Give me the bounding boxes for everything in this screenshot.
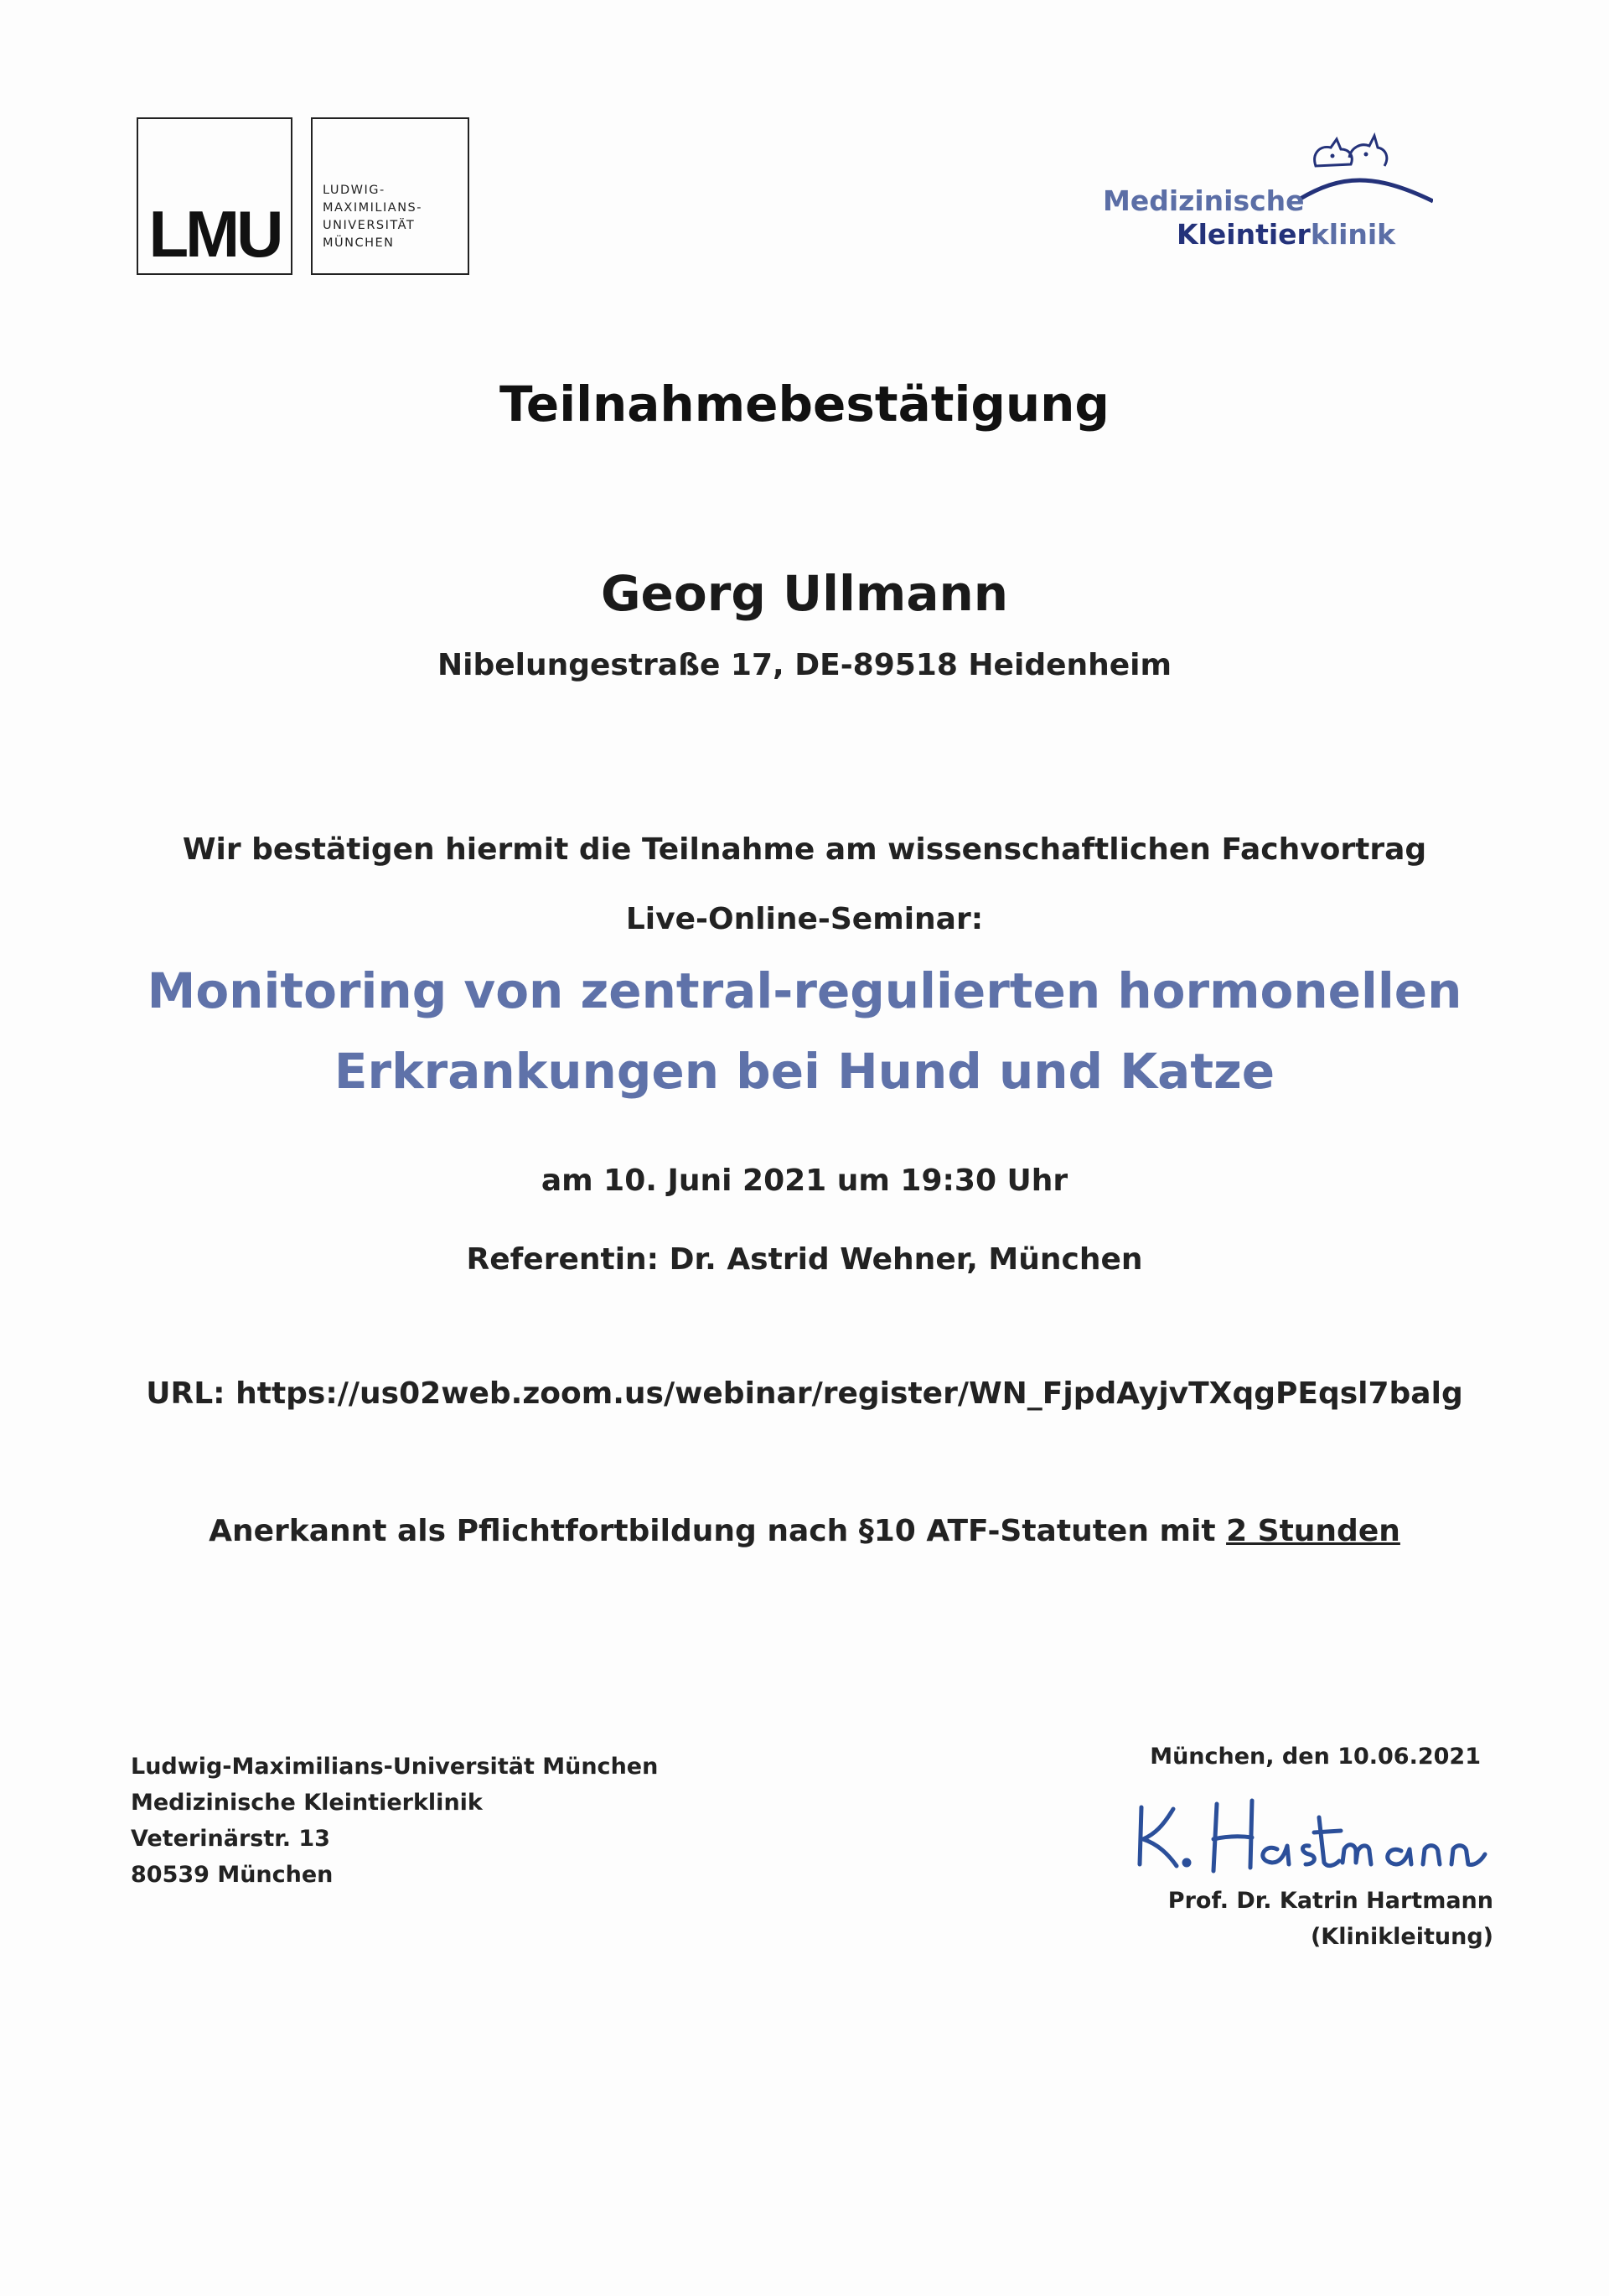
signer-name: Prof. Dr. Katrin Hartmann xyxy=(1167,1888,1493,1914)
lmu-name-line-2: MAXIMILIANS- xyxy=(323,201,422,215)
clinic-logo-line2 xyxy=(1177,218,1395,251)
certificate-title: Teilnahmebestätigung xyxy=(499,376,1110,433)
confirmation-intro: Wir bestätigen hiermit die Teilnahme am wissenschaftlichen Fachvortrag xyxy=(182,832,1427,867)
webinar-url: URL: https://us02web.zoom.us/webinar/register/WN_FjpdAyjvTXqgPEqsl7balg xyxy=(146,1376,1463,1411)
institution-address xyxy=(131,1749,658,1893)
lmu-logo-name xyxy=(311,117,469,275)
lmu-logo-letters: LMU xyxy=(148,197,281,271)
handwritten-signature xyxy=(1130,1784,1498,1884)
speaker-line: Referentin: Dr. Astrid Wehner, München xyxy=(466,1242,1143,1277)
address-line-4: 80539 München xyxy=(131,1862,334,1888)
recognition-hours: 2 Stunden xyxy=(1226,1514,1400,1548)
lmu-logo-mark xyxy=(137,117,292,275)
topic-line-1: Monitoring von zentral-regulierten hormonellen xyxy=(147,962,1462,1019)
lmu-name-line-4: MÜNCHEN xyxy=(323,236,395,250)
event-date-time: am 10. Juni 2021 um 19:30 Uhr xyxy=(541,1164,1068,1198)
recognition-prefix: Anerkannt als Pflichtfortbildung nach §10 ATF-Statuten mit xyxy=(209,1514,1227,1548)
address-line-1: Ludwig-Maximilians-Universität München xyxy=(131,1754,659,1780)
signer-block xyxy=(1168,1883,1493,1955)
recipient-name: Georg Ullmann xyxy=(600,565,1009,622)
clinic-logo xyxy=(1098,116,1433,258)
event-format: Live-Online-Seminar: xyxy=(625,902,984,936)
recognition-line xyxy=(0,1514,1609,1548)
address-line-3: Veterinärstr. 13 xyxy=(131,1826,330,1852)
clinic-logo-line2-bold: Kleintier xyxy=(1177,218,1311,251)
clinic-logo-line2-rest: klinik xyxy=(1310,218,1396,251)
recipient-address: Nibelungestraße 17, DE-89518 Heidenheim xyxy=(437,648,1172,682)
clinic-logo-line1: Medizinische xyxy=(1103,184,1305,217)
signer-role: (Klinikleitung) xyxy=(1310,1924,1493,1950)
place-date: München, den 10.06.2021 xyxy=(1150,1744,1481,1770)
dog-cat-icon xyxy=(1299,116,1433,208)
lmu-name-line-1: LUDWIG- xyxy=(323,184,385,197)
topic-line-2: Erkrankungen bei Hund und Katze xyxy=(334,1043,1275,1100)
address-line-2: Medizinische Kleintierklinik xyxy=(131,1790,483,1816)
lmu-logo xyxy=(137,117,469,275)
lmu-name-line-3: UNIVERSITÄT xyxy=(323,219,416,232)
